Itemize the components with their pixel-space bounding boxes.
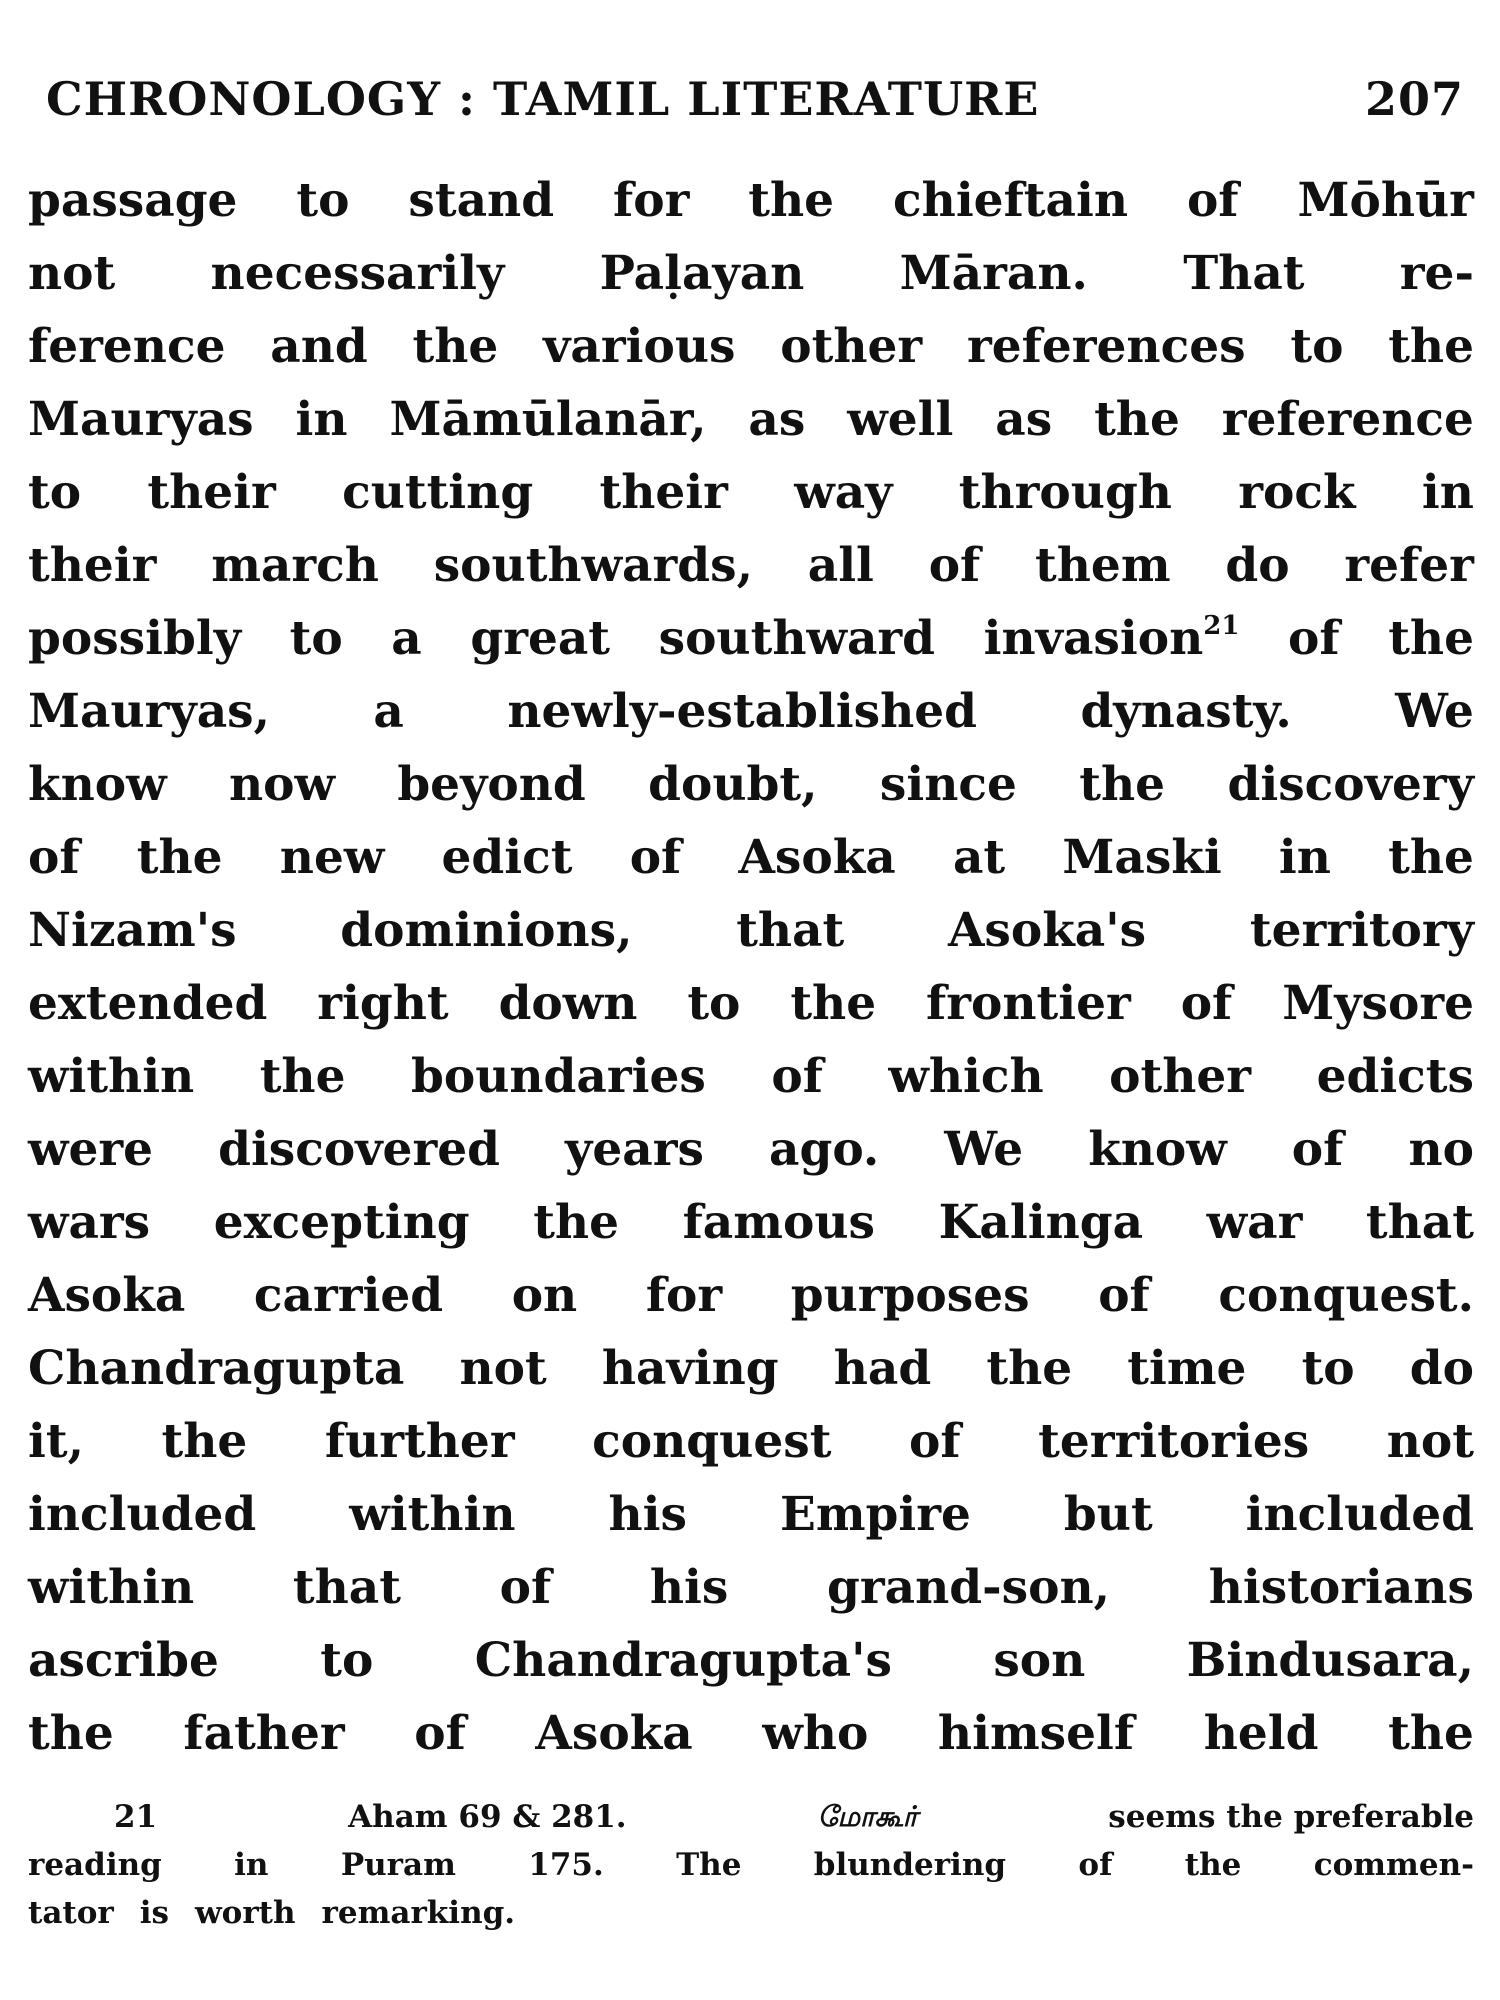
footnote-citation: Aham 69 & 281.	[348, 1799, 627, 1835]
word: Asoka's	[947, 903, 1147, 958]
footnote-text: seems the preferable	[1108, 1799, 1474, 1835]
body-text	[28, 164, 1474, 1770]
word: which	[888, 1049, 1044, 1104]
word: commen-	[1313, 1847, 1474, 1883]
word: to	[289, 611, 343, 666]
word: new	[279, 830, 385, 885]
word: within	[28, 1560, 195, 1615]
word: Māran.	[899, 246, 1088, 301]
text-line	[28, 1113, 1474, 1186]
word: in	[234, 1847, 269, 1883]
word: way	[794, 465, 893, 520]
word: Nizam's	[28, 903, 237, 958]
word: son	[993, 1633, 1086, 1688]
word: Mōhūr	[1297, 173, 1474, 228]
word: the	[161, 1414, 248, 1469]
word: in	[295, 392, 348, 447]
word: the	[1079, 757, 1166, 812]
word: re-	[1399, 246, 1474, 301]
word: Asoka	[738, 830, 896, 885]
word: possibly	[28, 611, 242, 666]
word: within	[28, 1049, 195, 1104]
word: years	[565, 1122, 704, 1177]
word: included	[1245, 1487, 1474, 1542]
word: do	[1409, 1341, 1474, 1396]
word: beyond	[397, 757, 586, 812]
word: Mysore	[1282, 976, 1474, 1031]
word: invasion$^{21}$	[983, 611, 1240, 666]
word: ference	[28, 319, 226, 374]
word: the	[1184, 1847, 1242, 1883]
word: of	[1186, 173, 1239, 228]
word: southwards,	[433, 538, 753, 593]
word: remarking.	[321, 1895, 516, 1931]
word: do	[1225, 538, 1290, 593]
word: ago.	[769, 1122, 880, 1177]
word: but	[1063, 1487, 1153, 1542]
word: southward	[658, 611, 936, 666]
word: refer	[1344, 538, 1474, 593]
word: at	[952, 830, 1006, 885]
word: Mauryas	[28, 392, 254, 447]
word: his	[608, 1487, 688, 1542]
footnote-marker: 21	[114, 1799, 158, 1835]
text-line	[28, 1478, 1474, 1551]
word: to	[1301, 1341, 1355, 1396]
word: for	[645, 1268, 723, 1323]
word: great	[470, 611, 611, 666]
word: extended	[28, 976, 268, 1031]
word: of	[928, 538, 981, 593]
word: the	[1388, 611, 1474, 666]
word: march	[211, 538, 379, 593]
text-line	[28, 164, 1474, 237]
word: wars	[28, 1195, 151, 1250]
word: boundaries	[411, 1049, 706, 1104]
word: various	[543, 319, 736, 374]
word: the	[748, 173, 835, 228]
word: Maski	[1062, 830, 1222, 885]
word: Kalinga	[938, 1195, 1144, 1250]
word: included	[28, 1487, 257, 1542]
word: of	[629, 830, 682, 885]
word: time	[1127, 1341, 1247, 1396]
word: reference	[1221, 392, 1474, 447]
word: discovery	[1227, 757, 1474, 812]
word: conquest	[592, 1414, 832, 1469]
word: That	[1183, 246, 1305, 301]
text-line	[28, 529, 1474, 602]
word: the	[1388, 319, 1474, 374]
word: now	[228, 757, 335, 812]
word: Chandragupta's	[474, 1633, 892, 1688]
word: of	[28, 830, 80, 885]
word: the	[412, 319, 499, 374]
word: references	[966, 319, 1246, 374]
text-line	[28, 310, 1474, 383]
word: the	[1388, 830, 1474, 885]
word: the	[136, 830, 223, 885]
word: carried	[253, 1268, 444, 1323]
word: other	[1109, 1049, 1252, 1104]
word: discovered	[218, 1122, 500, 1177]
word: Chandragupta	[28, 1341, 405, 1396]
word: territories	[1038, 1414, 1310, 1469]
word: his	[649, 1560, 729, 1615]
word: reading	[28, 1847, 162, 1883]
word: that	[292, 1560, 401, 1615]
word: had	[833, 1341, 932, 1396]
word: of	[771, 1049, 823, 1104]
word: down	[498, 976, 638, 1031]
word: no	[1408, 1122, 1474, 1177]
word: The	[676, 1847, 742, 1883]
footnote	[28, 1793, 1474, 1937]
word: to	[687, 976, 741, 1031]
word: father	[183, 1706, 345, 1761]
word: Mauryas,	[28, 684, 270, 739]
word: of	[1078, 1847, 1113, 1883]
word: know	[1088, 1122, 1227, 1177]
word: Paḷayan	[599, 246, 805, 301]
word: himself	[937, 1706, 1135, 1761]
word: of	[414, 1706, 466, 1761]
text-line	[28, 383, 1474, 456]
word: worth	[194, 1895, 296, 1931]
word: stand	[408, 173, 555, 228]
word: of	[909, 1414, 961, 1469]
word: on	[511, 1268, 578, 1323]
text-line	[28, 1624, 1474, 1697]
text-line-with-footnote-ref	[28, 602, 1474, 675]
word: tator	[28, 1895, 114, 1931]
word: know	[28, 757, 167, 812]
word: to	[320, 1633, 374, 1688]
word: that	[1365, 1195, 1474, 1250]
word: that	[736, 903, 845, 958]
word: newly-established	[507, 684, 978, 739]
footnote-tamil-word: மோகூர்	[817, 1800, 918, 1833]
text-line	[28, 967, 1474, 1040]
word: edicts	[1316, 1049, 1474, 1104]
word: Puram	[340, 1847, 456, 1883]
word: a	[391, 611, 422, 666]
word: the	[1094, 392, 1180, 447]
word: conquest.	[1218, 1268, 1474, 1323]
word: war	[1206, 1195, 1303, 1250]
word: them	[1035, 538, 1171, 593]
text-line	[28, 675, 1474, 748]
word: of	[1291, 1122, 1344, 1177]
page-number: 207	[1364, 72, 1464, 126]
word: not	[459, 1341, 547, 1396]
word: to	[296, 173, 350, 228]
word: of	[1180, 976, 1233, 1031]
word: blundering	[813, 1847, 1007, 1883]
word: frontier	[926, 976, 1131, 1031]
word: cutting	[342, 465, 534, 520]
word: other	[780, 319, 923, 374]
word: of	[499, 1560, 552, 1615]
word: Bindusara,	[1186, 1633, 1474, 1688]
word: excepting	[213, 1195, 470, 1250]
word: Asoka	[535, 1706, 693, 1761]
footnote-ref: 21	[1203, 611, 1240, 641]
text-line	[28, 1040, 1474, 1113]
word: the	[1388, 1706, 1474, 1761]
word: territory	[1249, 903, 1474, 958]
word: historians	[1208, 1560, 1474, 1615]
word: all	[807, 538, 874, 593]
footnote-line	[28, 1793, 1474, 1841]
word: their	[147, 465, 276, 520]
word: Asoka	[28, 1268, 186, 1323]
word: held	[1203, 1706, 1319, 1761]
word: of	[1098, 1268, 1150, 1323]
word: right	[317, 976, 449, 1031]
word: to	[28, 465, 82, 520]
word: since	[879, 757, 1017, 812]
word: the	[790, 976, 877, 1031]
word: a	[373, 684, 404, 739]
text-line	[28, 748, 1474, 821]
word: to	[1290, 319, 1344, 374]
word: as	[748, 392, 806, 447]
text-line	[28, 1697, 1474, 1770]
text-line	[28, 1186, 1474, 1259]
word: edict	[441, 830, 573, 885]
word: the	[533, 1195, 620, 1250]
word: in	[1421, 465, 1474, 520]
word: chieftain	[893, 173, 1128, 228]
word: the	[986, 1341, 1073, 1396]
text-line	[28, 1405, 1474, 1478]
word: as	[995, 392, 1053, 447]
word: through	[958, 465, 1172, 520]
word: not	[1386, 1414, 1474, 1469]
word: well	[847, 392, 954, 447]
word: for	[613, 173, 690, 228]
word: purposes	[790, 1268, 1030, 1323]
running-head	[46, 72, 1464, 126]
word: 175.	[528, 1847, 604, 1883]
word: it,	[28, 1414, 84, 1469]
word: within	[349, 1487, 516, 1542]
word: doubt,	[648, 757, 818, 812]
word: having	[601, 1341, 779, 1396]
word: We	[944, 1122, 1024, 1177]
word: their	[599, 465, 728, 520]
word: necessarily	[210, 246, 505, 301]
word: rock	[1238, 465, 1356, 520]
text-line	[28, 456, 1474, 529]
word: in	[1278, 830, 1331, 885]
word: not	[28, 246, 116, 301]
running-title: CHRONOLOGY : TAMIL LITERATURE	[46, 72, 1040, 126]
word: who	[762, 1706, 869, 1761]
word: is	[139, 1895, 169, 1931]
word: dominions,	[340, 903, 633, 958]
word: their	[28, 538, 157, 593]
word: dynasty.	[1080, 684, 1292, 739]
text-line	[28, 237, 1474, 310]
word: Māmūlanār,	[389, 392, 707, 447]
word: of	[1288, 611, 1340, 666]
word: were	[28, 1122, 154, 1177]
footnote-line	[28, 1841, 1474, 1889]
word: further	[324, 1414, 515, 1469]
word: the	[259, 1049, 346, 1104]
text-line	[28, 1259, 1474, 1332]
word: the	[28, 1706, 114, 1761]
word: Empire	[780, 1487, 971, 1542]
word: and	[270, 319, 368, 374]
word: passage	[28, 173, 238, 228]
word: famous	[682, 1195, 875, 1250]
text-line	[28, 894, 1474, 967]
word: ascribe	[28, 1633, 219, 1688]
text-line	[28, 1551, 1474, 1624]
footnote-line	[28, 1889, 1474, 1937]
text-line	[28, 821, 1474, 894]
word: grand-son,	[827, 1560, 1111, 1615]
word: We	[1395, 684, 1474, 739]
text-line	[28, 1332, 1474, 1405]
